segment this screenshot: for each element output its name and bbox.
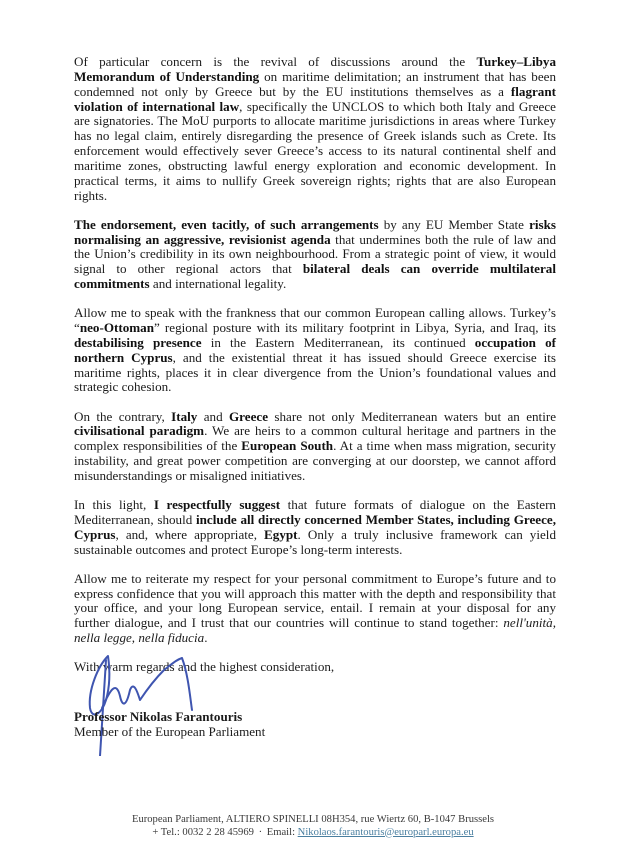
footer-address: European Parliament, ALTIERO SPINELLI 08H354, rue Wiertz 60, B-1047 Brussels — [131, 814, 495, 825]
text-run: , and the existential threat it has issued should Greece exercise its maritime rights, places it in clear divergence from the Union’s foundational values and strategic cohesion. — [74, 349, 556, 395]
emphasis-bold: Turkey–Libya Memorandum of Understanding — [74, 54, 556, 84]
text-run: Allow me to reiterate my respect for your personal commitment to Europe’s future and to express confidence that you will approach this matter with the depth and responsibility that your office, and your long European service, entail. I remain at your disposal for any further dialogue, and I trust that our countries will continue to stand together: — [74, 570, 556, 631]
text-run: . At a time when mass migration, security instability, and great power competition are converging at our doorstep, we cannot afford misunderstandings or misaligned initiatives. — [74, 438, 556, 483]
signature-block — [74, 709, 265, 739]
footer-email-label: Email: — [266, 826, 296, 838]
text-run: . Only a truly inclusive framework can yield sustainable outcomes and protect Europe’s long-term interests. — [74, 526, 556, 557]
text-run: Of particular concern is the revival of discussions around the — [74, 54, 477, 69]
text-run: , specifically the UNCLOS to which both Italy and Greece are signatories. The MoU purports to allocate maritime jurisdictions in areas where Turkey has no legal claim, entirely disregarding the presence of Greek islands such as Crete. Its enforcement would effectively sever Greece’s access to its natural continental shelf and maritime zones, obstructing lawful energy exploration and economic development. In practical terms, it aims to nullify Greek sovereign rights; rights that are also European rights. — [74, 98, 556, 203]
text-run: Allow me to speak with the frankness that our common European calling allows. Turkey’s “ — [74, 305, 556, 336]
letter-paragraph — [74, 306, 556, 395]
closing-line: With warm regards and the highest consideration, — [74, 659, 335, 675]
footer-separator: · — [258, 826, 263, 838]
emphasis-bold: include all directly concerned Member States, including Greece, Cyprus — [74, 511, 556, 542]
text-run: In this light, — [74, 497, 154, 513]
emphasis-bold: European South — [241, 438, 334, 454]
letter-body — [74, 55, 556, 689]
emphasis-bold: civilisational paradigm — [74, 423, 205, 439]
letter-paragraph — [74, 218, 556, 292]
text-run: share not only Mediterranean waters but an entire — [268, 408, 557, 424]
text-run: ” regional posture with its military footprint in Libya, Syria, and Iraq, its — [154, 320, 556, 336]
text-run: that undermines both the rule of law and the Union’s credibility in its own neighbourhood. From a strategic point of view, it would signal to other regional actors that — [74, 231, 556, 277]
text-run: in the Eastern Mediterranean, its continued — [201, 334, 475, 350]
signatory-title: Member of the European Parliament — [74, 724, 266, 739]
text-run: that future formats of dialogue on the Eastern Mediterranean, should — [74, 497, 556, 527]
text-run: by any EU Member State — [378, 216, 530, 232]
signatory-name: Professor Nikolas Farantouris — [74, 709, 243, 724]
footer-contact — [0, 827, 626, 840]
emphasis-bold: neo-Ottoman — [79, 320, 155, 336]
footer-email-link[interactable]: Nikolaos.farantouris@europarl.europa.eu — [297, 826, 474, 838]
letter-paragraph — [74, 498, 556, 557]
emphasis-bold: risks normalising an aggressive, revisionist agenda — [74, 216, 556, 247]
letter-paragraph — [74, 410, 556, 484]
emphasis-bold: bilateral deals can override multilateral commitments — [74, 261, 556, 292]
letter-paragraphs — [74, 55, 556, 646]
handwritten-signature-icon — [80, 650, 230, 756]
emphasis-bold: Italy — [171, 408, 198, 424]
footer-telephone: + Tel.: 0032 2 28 45969 — [152, 826, 254, 838]
text-run: , and, where appropriate, — [115, 526, 265, 542]
letter-paragraph — [74, 572, 556, 646]
emphasis-bold: flagrant violation of international law — [74, 83, 556, 114]
text-run: On the contrary, — [74, 408, 172, 424]
emphasis-bold: I respectfully suggest — [153, 497, 281, 513]
text-run: on maritime delimitation; an instrument that has been condemned not only by Greece but by the EU institutions themselves as a — [74, 68, 556, 99]
text-run: and — [197, 408, 229, 424]
text-run: . We are heirs to a common cultural heritage and partners in the complex responsibilities of the — [74, 423, 557, 454]
emphasis-bold: Egypt — [264, 526, 298, 542]
text-run: . — [204, 630, 208, 646]
emphasis-italic: nell'unità, nella legge, nella fiducia — [74, 615, 556, 646]
letter-footer — [0, 814, 626, 839]
emphasis-bold: occupation of northern Cyprus — [74, 334, 556, 365]
emphasis-bold: Greece — [229, 408, 269, 424]
emphasis-bold: destabilising presence — [74, 334, 202, 350]
letter-paragraph — [74, 55, 556, 203]
emphasis-bold: The endorsement, even tacitly, of such arrangements — [74, 216, 379, 232]
text-run: and international legality. — [149, 276, 287, 292]
